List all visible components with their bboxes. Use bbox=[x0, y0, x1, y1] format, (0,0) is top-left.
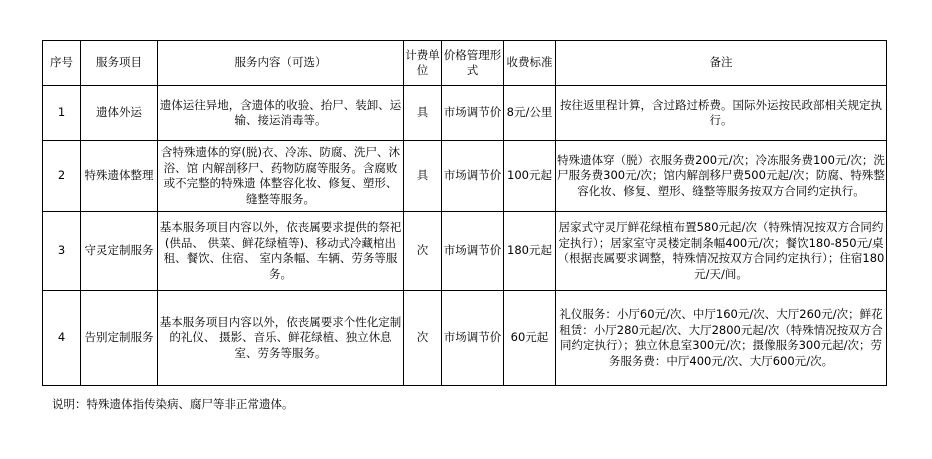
cell-remark: 居家式守灵厅鲜花绿植布置580元起/次（特殊情况按双方合同约定执行）；居家室守灵楼定制条幅400元/次；餐饮180-850元/桌（根据丧属要求调整，特殊情况按双方合同约定执行）；住宿180元/天/间。 bbox=[556, 212, 887, 291]
cell-remark: 特殊遗体穿（脱）衣服务费200元/次；冷冻服务费100元/次；洗尸服务费300元/次；馆内解剖移尸费500元起/次；防腐、特殊整容化妆、修复、塑形、缝整等服务按双方合同约定执行。 bbox=[556, 141, 887, 212]
cell-standard: 100元起 bbox=[504, 141, 556, 212]
cell-item: 遗体外运 bbox=[81, 86, 158, 141]
table-row bbox=[43, 291, 887, 386]
cell-content: 含特殊遗体的穿(脱)衣、冷冻、防腐、洗尸、沐浴、馆 内解剖移尸、药物防腐等服务。含腐败或不完整的特殊遗 体整容化妆、修复、塑形、缝整等服务。 bbox=[158, 141, 404, 212]
header-seq: 序号 bbox=[43, 41, 81, 86]
cell-seq: 2 bbox=[43, 141, 81, 212]
header-content: 服务内容（可选） bbox=[158, 41, 404, 86]
fee-table bbox=[42, 40, 887, 386]
cell-remark: 礼仪服务：小厅60元/次、中厅160元/次、大厅260元/次；鲜花租赁：小厅280元起/次、大厅2800元起/次（特殊情况按双方合同约定执行）；独立休息室300元/次；摄像服务300元起/次；劳务服务费：中厅400元/次、大厅600元/次。 bbox=[556, 291, 887, 386]
cell-pricing: 市场调节价 bbox=[442, 141, 504, 212]
header-standard: 收费标准 bbox=[504, 41, 556, 86]
cell-unit: 具 bbox=[404, 141, 442, 212]
cell-unit: 次 bbox=[404, 212, 442, 291]
header-remark: 备注 bbox=[556, 41, 887, 86]
cell-content: 遗体运往异地，含遗体的收验、抬尸、装卸、运输、接运消毒等。 bbox=[158, 86, 404, 141]
cell-pricing: 市场调节价 bbox=[442, 291, 504, 386]
cell-item: 特殊遗体整理 bbox=[81, 141, 158, 212]
header-pricing: 价格管理形式 bbox=[442, 41, 504, 86]
cell-remark: 按往返里程计算，含过路过桥费。国际外运按民政部相关规定执行。 bbox=[556, 86, 887, 141]
cell-pricing: 市场调节价 bbox=[442, 86, 504, 141]
header-item: 服务项目 bbox=[81, 41, 158, 86]
cell-item: 守灵定制服务 bbox=[81, 212, 158, 291]
cell-item: 告别定制服务 bbox=[81, 291, 158, 386]
table-row bbox=[43, 212, 887, 291]
footnote: 说明：特殊遗体指传染病、腐尸等非正常遗体。 bbox=[52, 397, 294, 411]
cell-unit: 次 bbox=[404, 291, 442, 386]
cell-content: 基本服务项目内容以外，依丧属要求提供的祭祀(供品、 供菜、鲜花绿植等)、移动式冷藏棺出租、餐饮、住宿、 室内条幅、车辆、劳务等服务。 bbox=[158, 212, 404, 291]
cell-seq: 1 bbox=[43, 86, 81, 141]
header-row bbox=[43, 41, 887, 86]
table-row bbox=[43, 86, 887, 141]
cell-standard: 8元/公里 bbox=[504, 86, 556, 141]
cell-pricing: 市场调节价 bbox=[442, 212, 504, 291]
cell-unit: 具 bbox=[404, 86, 442, 141]
cell-standard: 60元起 bbox=[504, 291, 556, 386]
cell-content: 基本服务项目内容以外，依丧属要求个性化定制的礼仪、 摄影、音乐、鲜花绿植、独立休息室、劳务等服务。 bbox=[158, 291, 404, 386]
cell-seq: 3 bbox=[43, 212, 81, 291]
cell-standard: 180元起 bbox=[504, 212, 556, 291]
cell-seq: 4 bbox=[43, 291, 81, 386]
table-row bbox=[43, 141, 887, 212]
header-unit: 计费单位 bbox=[404, 41, 442, 86]
